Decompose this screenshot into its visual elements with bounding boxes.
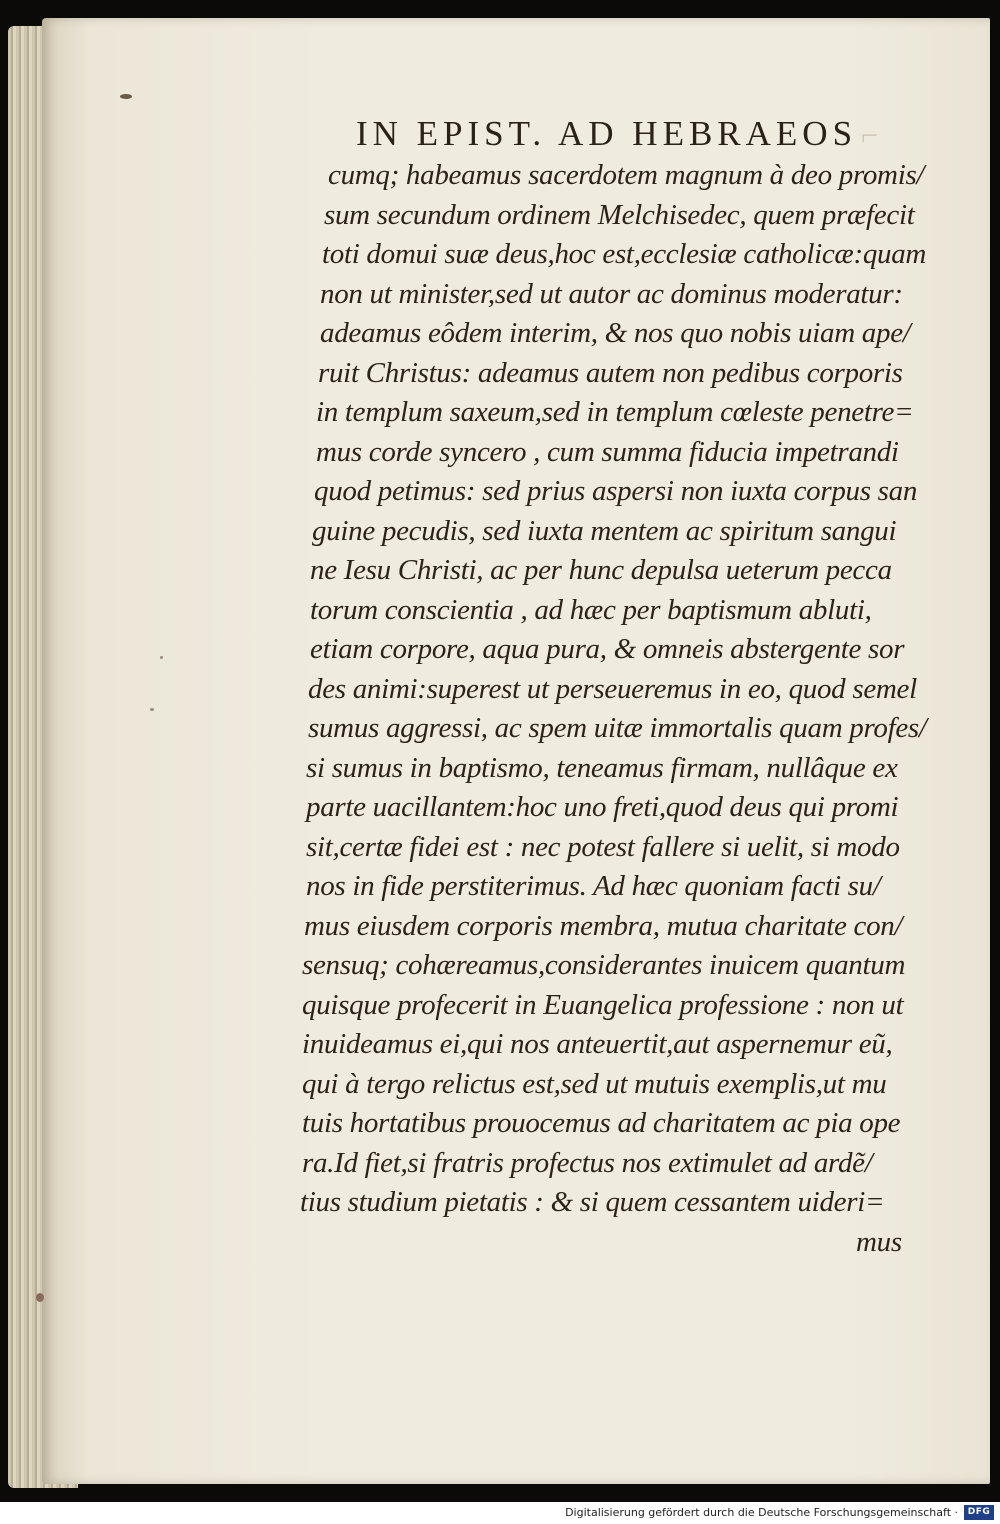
text-line: ne Iesu Christi, ac per hunc depulsa ueterum pecca — [310, 554, 892, 586]
text-line: quisque profecerit in Euangelica professione : non ut — [302, 988, 904, 1021]
text-line: toti domui suæ deus,hoc est,ecclesiæ catholicæ:quam — [322, 238, 927, 270]
footer-bar — [0, 1502, 1000, 1524]
text-line: parte uacillantem:hoc uno freti,quod deus qui promi — [306, 791, 899, 823]
running-head — [356, 114, 896, 154]
catchword: mus — [856, 1225, 902, 1258]
funding-credit: Digitalisierung gefördert durch die Deutsche Forschungsgemeinschaft · — [565, 1506, 958, 1519]
text-line: guine pecudis, sed iuxta mentem ac spiritum sangui — [312, 514, 897, 547]
text-line: tuis hortatibus prouocemus ad charitatem ac pia ope — [302, 1107, 901, 1139]
text-line: ra.Id fiet,si fratris profectus nos extimulet ad ardẽ/ — [302, 1146, 873, 1179]
text-line: in templum saxeum,sed in templum cœleste penetre= — [316, 396, 914, 428]
dfg-logo: DFG — [964, 1505, 994, 1520]
text-block — [300, 156, 940, 1262]
running-head-text: IN EPIST. AD HEBRAEOS — [356, 114, 858, 153]
text-line: inuideamus ei,qui nos anteuertit,aut aspernemur eũ, — [302, 1028, 893, 1060]
ink-speck — [160, 656, 163, 659]
text-line: etiam corpore, aqua pura, & omneis abstergente sor — [310, 633, 905, 665]
text-line: qui à tergo relictus est,sed ut mutuis exemplis,ut mu — [302, 1067, 887, 1100]
ink-speck — [120, 94, 132, 99]
text-line: sensuq; cohæreamus,considerantes inuicem quantum — [302, 949, 906, 981]
text-line: nos in fide perstiterimus. Ad hæc quoniam facti su/ — [306, 870, 881, 902]
text-line: sit,certæ fidei est : nec potest fallere si uelit, si modo — [306, 830, 900, 863]
text-line: mus corde syncero , cum summa fiducia impetrandi — [316, 435, 899, 468]
text-line: mus eiusdem corporis membra, mutua charitate con/ — [304, 909, 903, 942]
text-line: adeamus eôdem interim, & nos quo nobis uiam ape/ — [320, 317, 911, 349]
text-line: des animi:superest ut perseueremus in eo, quod semel — [308, 672, 917, 705]
ink-speck — [150, 708, 154, 711]
text-line: non ut minister,sed ut autor ac dominus moderatur: — [320, 277, 903, 310]
text-line: sum secundum ordinem Melchisedec, quem præfecit — [324, 198, 915, 231]
text-line: si sumus in baptismo, teneamus firmam, nullâque ex — [306, 751, 898, 784]
text-line: ruit Christus: adeamus autem non pedibus corporis — [318, 356, 903, 389]
text-line: torum conscientia , ad hæc per baptismum abluti, — [310, 593, 872, 626]
text-line: quod petimus: sed prius aspersi non iuxta corpus san — [314, 475, 918, 507]
ink-speck — [36, 1293, 44, 1302]
text-line: sumus aggressi, ac spem uitæ immortalis quam profes/ — [308, 712, 927, 744]
text-line: tius studium pietatis : & si quem cessantem uideri= — [300, 1186, 885, 1218]
faded-mark: ⌐ — [861, 119, 883, 152]
text-line: cumq; habeamus sacerdotem magnum à deo promis/ — [328, 159, 925, 191]
